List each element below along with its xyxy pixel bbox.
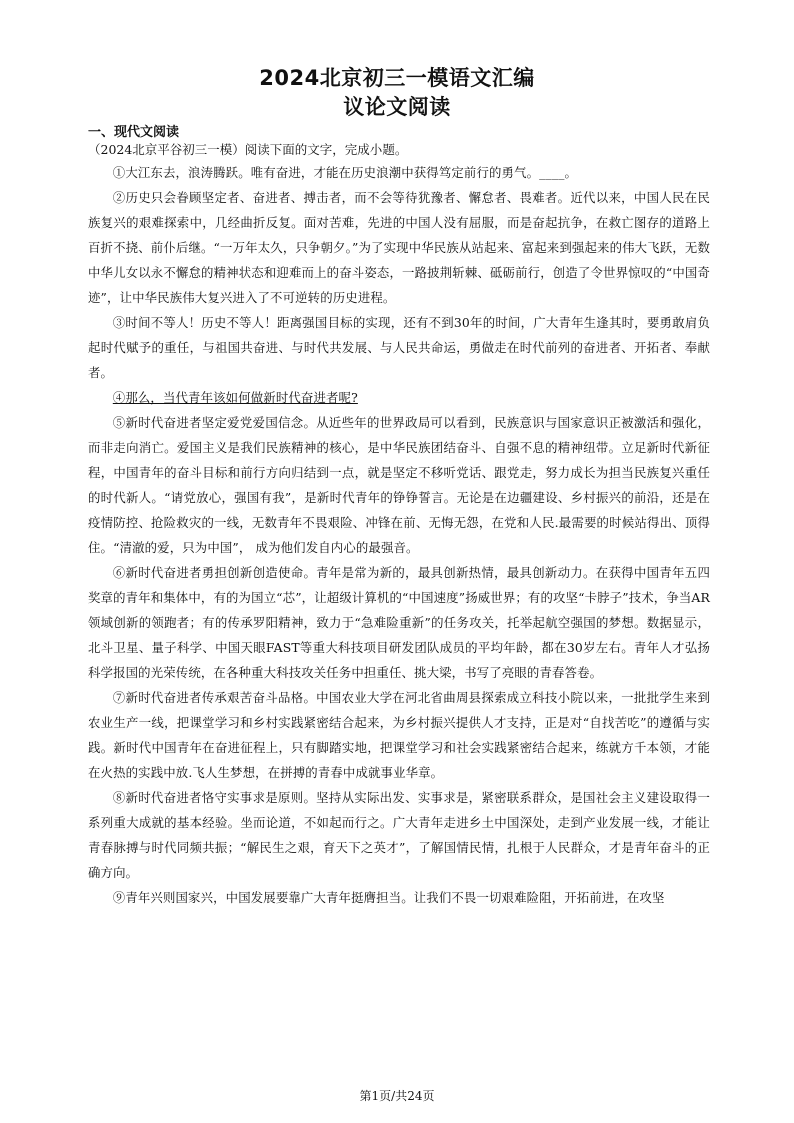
paragraph-7: ⑦新时代奋进者传承艰苦奋斗品格。中国农业大学在河北省曲周县探索成立科技小院以来，一批批学生来到农业生产一线，把课堂学习和乡村实践紧密结合起来，为乡村振兴提供人才支持，正是对“自找苦吃”的遵循与实践。新时代中国青年在奋进征程上，只有脚踏实地，把课堂学习和社会实践紧密结合起来，练就方千本领，才能在火热的实践中放.飞人生梦想，在拼搏的青春中成就事业华章。: [88, 690, 710, 780]
section-heading: 一、现代文阅读: [88, 125, 180, 140]
paragraph-5: ⑤新时代奋进者坚定爱党爱国信念。从近些年的世界政局可以看到，民族意识与国家意识正被激活和强化，而非走向消亡。爱国主义是我们民族精神的核心，是中华民族团结奋斗、自强不息的精神纽带。立足新时代新征程，中国青年的奋斗目标和前行方向归结到一点，就是坚定不移听党话、跟党走，努力成长为担当民族复兴重任的时代新人。“请党放心，强国有我”，是新时代青年的铮铮誓言。无论是在边疆建设、乡村振兴的前沿，还是在疫情防控、抢险救灾的一线，无数青年不畏艰险、冲锋在前、无悔无怨，在党和人民.最需要的时候站得出、顶得住。“清澈的爱，只为中国”， 成为他们发自内心的最强音。: [88, 415, 710, 555]
paragraph-3: ③时间不等人！历史不等人！距离强国目标的实现，还有不到30年的时间，广大青年生逢其时，要勇敢肩负起时代赋予的重任，与祖国共奋进、与时代共发展、与人民共命运，勇做走在时代前列的奋进者、开拓者、奉献者。: [88, 315, 710, 380]
paragraph-4: [88, 385, 710, 410]
paragraph-6: ⑥新时代奋进者勇担创新创造使命。青年是常为新的，最具创新热情，最具创新动力。在获得中国青年五四奖章的青年和集体中，有的为国立“芯”，让超级计算机的“中国速度”扬威世界；有的攻坚“卡脖子”技术，争当AR领域创新的领跑者；有的传承罗阳精神，致力于“急难险重新”的任务攻关，托举起航空强国的梦想。数据显示，北斗卫星、量子科学、中国天眼FAST等重大科技项目研发团队成员的平均年龄，都在30岁左右。青年人才弘扬科学报国的光荣传统，在各种重大科技攻关任务中担重任、挑大梁，书写了亮眼的青春答卷。: [88, 565, 710, 680]
paragraph-2: ②历史只会眷顾坚定者、奋进者、搏击者，而不会等待犹豫者、懈怠者、畏难者。近代以来，中国人民在民族复兴的艰难探索中，几经曲折反复。面对苦难，先进的中国人没有屈服，而是奋起抗争，在救亡图存的道路上百折不挠、前仆后继。“一万年太久，只争朝夕。”为了实现中华民族从站起来、富起来到强起来的伟大飞跃，无数中华儿女以永不懈怠的精神状态和迎难而上的奋斗姿态，一路披荆斩棘、砥砺前行，创造了令世界惊叹的“中国奇迹”，让中华民族伟大复兴进入了不可逆转的历史进程。: [88, 190, 710, 305]
paragraph-4-text: ④那么，当代青年该如何做新时代奋进者呢?: [112, 390, 358, 405]
paragraph-8: ⑧新时代奋进者恪守实事求是原则。坚持从实际出发、实事求是，紧密联系群众，是国社会主义建设取得一系列重大成就的基本经验。坐而论道，不如起而行之。广大青年走进乡土中国深处，走到产业发展一线，才能让青春脉搏与时代同频共振；“解民生之艰，育天下之英才”，了解国情民情，扎根于人民群众，才是青年奋斗的正确方向。: [88, 790, 710, 880]
article-body: [88, 160, 710, 910]
document-subtitle: 议论文阅读: [343, 95, 451, 119]
paragraph-9: ⑨青年兴则国家兴，中国发展要靠广大青年挺膺担当。让我们不畏一切艰难险阻，开拓前进，在攻坚: [112, 890, 665, 905]
paragraph-1: ①大江东去，浪涛腾跃。唯有奋进，才能在历史浪潮中获得笃定前行的勇气。____。: [112, 165, 578, 180]
source-note: （2024北京平谷初三一模）阅读下面的文字，完成小题。: [88, 142, 408, 157]
document-title: 2024北京初三一模语文汇编: [259, 66, 535, 90]
page-number: 第1页/共24页: [359, 1089, 435, 1103]
